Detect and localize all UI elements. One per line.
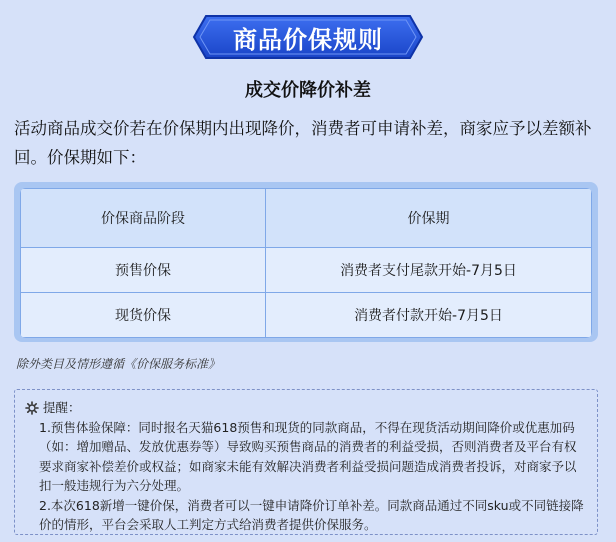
reminder-heading [25,398,587,418]
page-title: 商品价保规则 [233,25,383,54]
reminder-heading-label: 提醒： [43,400,81,415]
price-protection-table-panel [14,182,598,342]
table-cell-stage: 现货价保 [21,293,266,338]
table-cell-stage: 预售价保 [21,248,266,293]
section-subtitle: 成交价降价补差 [245,80,371,101]
intro-text: 活动商品成交价若在价保期内出现降价，消费者可申请补差，商家应予以差额补回。价保期如下： [14,119,592,167]
table-header-period: 价保期 [266,189,592,248]
table-cell-period: 消费者付款开始-7月5日 [266,293,592,338]
reminder-item: 1.预售体验保障：同时报名天猫618预售和现货的同款商品，不得在现货活动期间降价或优惠加码（如：增加赠品、发放优惠券等）导致购买预售商品的消费者的利益受损，否则消费者及平台有权要求商家补偿差价或权益；如商家未能有效解决消费者利益受损问题造成消费者投诉，对商家予以扣一般违规行为六分处理。 [39,419,577,493]
exclusion-footnote: 除外类目及情形遵循《价保服务标准》 [16,357,221,371]
title-banner [192,14,424,60]
reminder-box [14,389,598,535]
reminder-item: 2.本次618新增一键价保，消费者可以一键申请降价订单补差。同款商品通过不同sku或不同链接降价的情形，平台会采取人工判定方式给消费者提供价保服务。 [39,497,584,532]
table-row [21,293,592,338]
table-header-stage: 价保商品阶段 [21,189,266,248]
table-cell-period: 消费者支付尾款开始-7月5日 [266,248,592,293]
table-header-row [21,189,592,248]
table-row [21,248,592,293]
gear-icon [25,401,39,415]
price-protection-table [20,188,592,338]
